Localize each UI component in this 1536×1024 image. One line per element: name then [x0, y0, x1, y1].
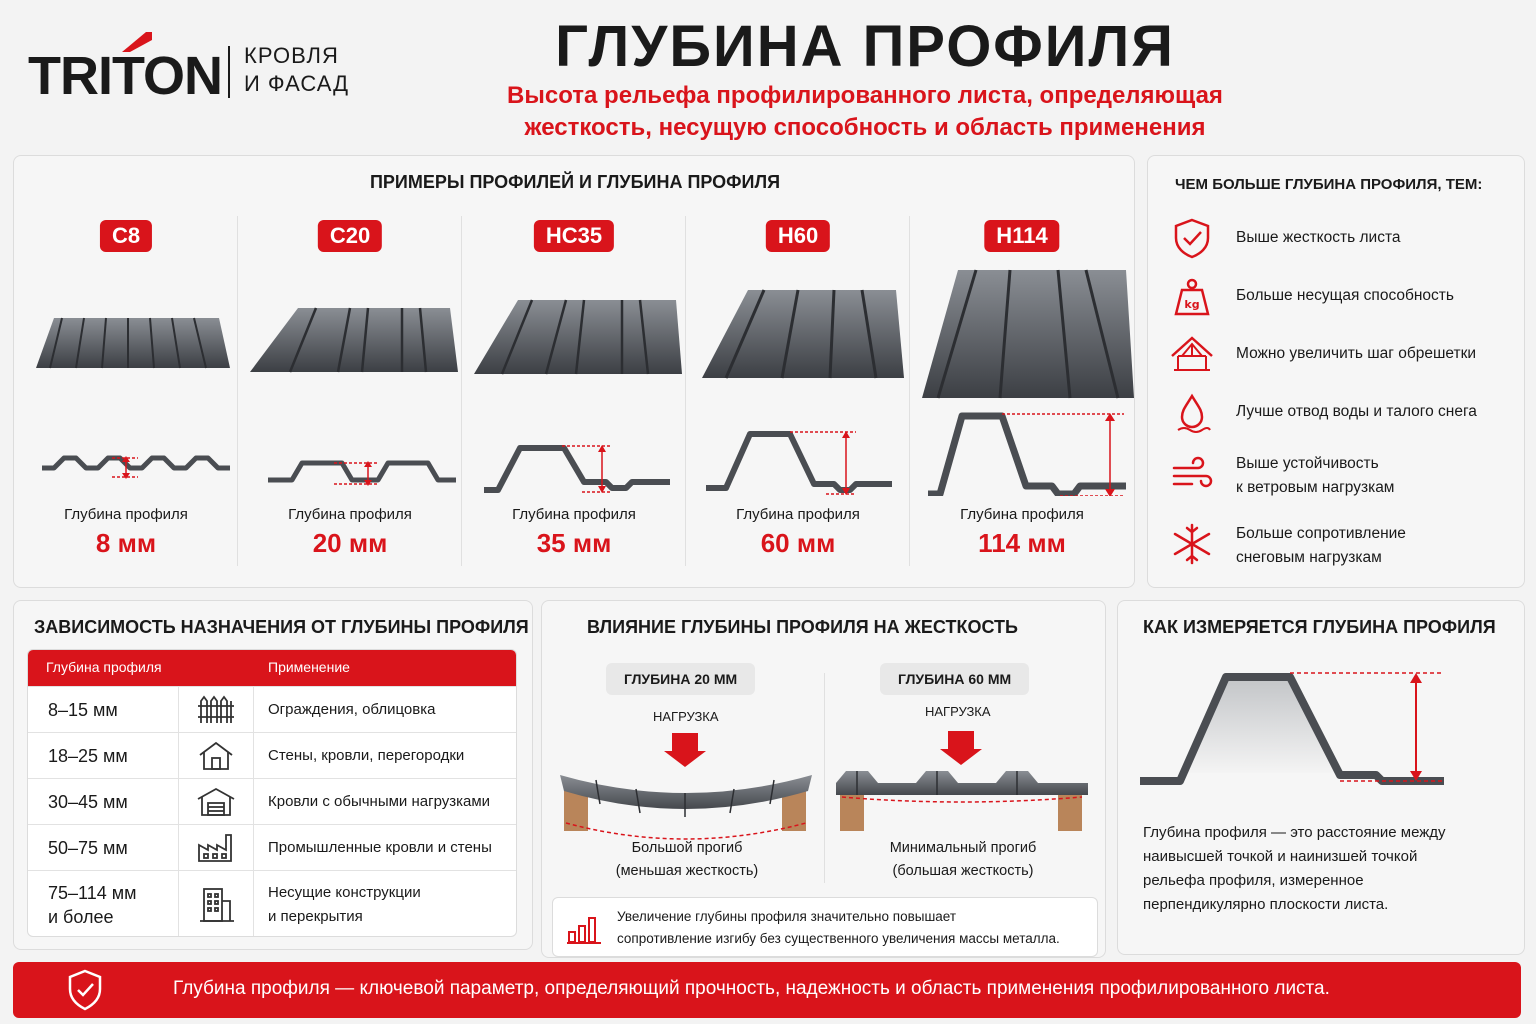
measure-description [1143, 821, 1446, 917]
load-label-right: НАГРУЗКА [925, 704, 991, 719]
measure-line: наивысшей точкой и наинизшей точкой [1143, 848, 1418, 865]
benefit-text: Больше сопротивление [1236, 525, 1406, 542]
page-subtitle [440, 80, 1290, 144]
bar-chart-icon [565, 910, 605, 946]
table-row [28, 778, 517, 824]
measure-panel [1117, 600, 1525, 955]
profile-depth-value: 8 мм [95, 528, 157, 558]
benefit-item [1170, 390, 1520, 440]
footer-banner [13, 962, 1521, 1018]
benefit-text: Выше устойчивость [1236, 455, 1379, 472]
subtitle-line1: Высота рельефа профилированного листа, определяющая [507, 82, 1223, 109]
warehouse-icon [196, 785, 236, 819]
profile-code-badge: НС35 [534, 220, 614, 252]
weight-kg-icon [1170, 274, 1214, 318]
profile-card-c8 [14, 216, 238, 566]
benefit-item [1170, 274, 1520, 324]
benefit-item [1170, 216, 1520, 266]
measure-line: перпендикулярно плоскости листа. [1143, 896, 1389, 913]
profile-card-c20 [238, 216, 462, 566]
header-application: Применение [268, 659, 350, 675]
measure-title: КАК ИЗМЕРЯЕТСЯ ГЛУБИНА ПРОФИЛЯ [1143, 617, 1496, 637]
load-label-left: НАГРУЗКА [653, 709, 719, 724]
profile-card-hc35 [462, 216, 686, 566]
profile-code-badge: Н114 [984, 220, 1059, 252]
table-row [28, 686, 517, 732]
row-depth-line2: и более [48, 907, 114, 927]
benefit-text-line2: снеговым нагрузкам [1236, 549, 1382, 566]
brand-tagline-line2: И ФАСАД [244, 71, 350, 96]
column-divider [824, 673, 825, 883]
profile-depth-value: 60 мм [760, 528, 836, 558]
profile-c20-illustration [238, 256, 462, 496]
row-application: Ограждения, облицовка [268, 701, 436, 718]
svg-text:kg: kg [1184, 298, 1200, 311]
profiles-panel [13, 155, 1135, 588]
benefit-text: Лучше отвод воды и талого снега [1236, 403, 1477, 420]
profile-card-h114 [910, 216, 1134, 566]
stiffness-note-text [617, 906, 1060, 950]
depth-60-box: ГЛУБИНА 60 ММ [880, 663, 1029, 695]
page-title: ГЛУБИНА ПРОФИЛЯ [555, 14, 1175, 79]
brand-tagline-line1: КРОВЛЯ [244, 43, 339, 68]
table-row [28, 824, 517, 870]
row-depth: 75–114 мм [48, 883, 137, 903]
header-depth: Глубина профиля [46, 659, 162, 675]
logo-divider [228, 46, 230, 98]
table-header [28, 650, 517, 686]
profile-code-badge: С20 [318, 220, 382, 252]
benefit-text: Можно увеличить шаг обрешетки [1236, 345, 1477, 362]
brand-wordmark: TRITON [28, 46, 222, 106]
brand-tagline [244, 42, 349, 98]
brand-logo [28, 40, 358, 110]
profile-h60-illustration [686, 256, 910, 496]
profile-card-h60 [686, 216, 910, 566]
profile-depth-label: Глубина профиля [736, 506, 860, 523]
roof-truss-icon [1170, 332, 1214, 376]
profile-depth-label: Глубина профиля [288, 506, 412, 523]
row-depth: 30–45 мм [48, 792, 128, 812]
building-icon [196, 885, 236, 925]
caption-right-line1: Минимальный прогиб [889, 840, 1037, 856]
benefit-item [1170, 452, 1520, 502]
shield-check-icon [65, 968, 105, 1012]
row-application: Промышленные кровли и стены [268, 839, 492, 856]
profile-depth-label: Глубина профиля [960, 506, 1084, 523]
depth-20-box: ГЛУБИНА 20 ММ [606, 663, 755, 695]
measure-line: рельефа профиля, измеренное [1143, 872, 1364, 889]
note-line2: сопротивление изгибу без существенного увеличения массы металла. [617, 931, 1060, 946]
wind-icon [1170, 452, 1214, 496]
subtitle-line2: жесткость, несущую способность и область применения [524, 114, 1206, 141]
caption-right [848, 837, 1078, 883]
profile-depth-label: Глубина профиля [512, 506, 636, 523]
profile-c8-illustration [14, 256, 238, 496]
profile-depth-value: 20 мм [312, 528, 388, 558]
benefit-item [1170, 522, 1520, 572]
logo-flag-icon [116, 30, 152, 52]
deflection-20-illustration [556, 731, 816, 841]
row-application-line2: и перекрытия [268, 908, 363, 925]
profile-depth-value: 114 мм [978, 528, 1066, 558]
table-row [28, 870, 517, 937]
row-application: Стены, кровли, перегородки [268, 747, 465, 764]
measure-line: Глубина профиля — это расстояние между [1143, 824, 1446, 841]
benefit-text: Больше несущая способность [1236, 287, 1454, 304]
stiffness-panel [541, 600, 1106, 958]
profile-code-badge: С8 [100, 220, 152, 252]
fence-icon [196, 693, 236, 727]
usage-title: ЗАВИСИМОСТЬ НАЗНАЧЕНИЯ ОТ ГЛУБИНЫ ПРОФИЛЯ [34, 617, 529, 637]
depth-measurement-diagram [1132, 661, 1512, 811]
stiffness-note [552, 897, 1098, 957]
benefit-text-line2: к ветровым нагрузкам [1236, 479, 1395, 496]
row-depth: 18–25 мм [48, 746, 128, 766]
benefits-panel [1147, 155, 1525, 588]
profile-hc35-illustration [462, 256, 686, 496]
note-line1: Увеличение глубины профиля значительно повышает [617, 909, 957, 924]
shield-check-icon [1170, 216, 1214, 260]
benefits-title: ЧЕМ БОЛЬШЕ ГЛУБИНА ПРОФИЛЯ, ТЕМ: [1175, 176, 1483, 193]
benefit-text: Выше жесткость листа [1236, 229, 1401, 246]
usage-panel [13, 600, 533, 950]
stiffness-title: ВЛИЯНИЕ ГЛУБИНЫ ПРОФИЛЯ НА ЖЕСТКОСТЬ [587, 617, 1018, 637]
profile-depth-value: 35 мм [536, 528, 612, 558]
profiles-panel-title: ПРИМЕРЫ ПРОФИЛЕЙ И ГЛУБИНА ПРОФИЛЯ [369, 172, 781, 192]
profile-code-badge: Н60 [766, 220, 830, 252]
factory-icon [196, 831, 236, 865]
snowflake-icon [1170, 522, 1214, 566]
water-drop-icon [1170, 390, 1214, 434]
profile-depth-label: Глубина профиля [64, 506, 188, 523]
profile-h114-illustration [910, 256, 1134, 496]
caption-left-line1: Большой прогиб [631, 840, 743, 856]
row-application: Несущие конструкции [268, 884, 421, 901]
usage-table [27, 649, 517, 937]
row-depth: 8–15 мм [48, 700, 118, 720]
row-application: Кровли с обычными нагрузками [268, 793, 491, 810]
house-icon [196, 739, 236, 773]
benefit-item [1170, 332, 1520, 382]
footer-text: Глубина профиля — ключевой параметр, определяющий прочность, надежность и область применения профилированного листа. [173, 978, 1330, 999]
deflection-60-illustration [832, 731, 1092, 841]
table-row [28, 732, 517, 778]
caption-left-line2: (меньшая жесткость) [615, 863, 759, 879]
caption-right-line2: (большая жесткость) [892, 863, 1034, 879]
caption-left [572, 837, 802, 883]
row-depth: 50–75 мм [48, 838, 128, 858]
